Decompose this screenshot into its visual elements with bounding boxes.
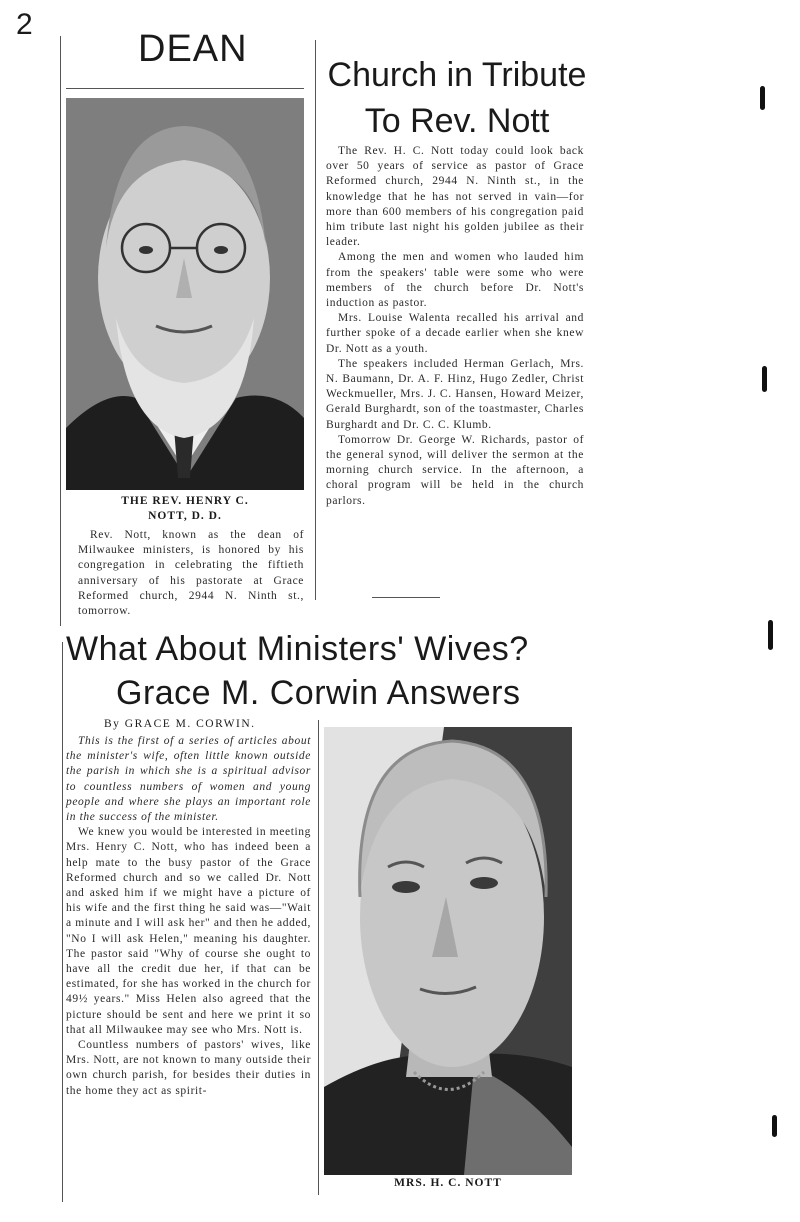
column-divider-rule-lower <box>318 720 319 1195</box>
wives-paragraph: Countless numbers of pastors' wives, like Mrs. Nott, are not known to many outside their own church parish, for besides their duties in the home they act as spirit- <box>66 1039 311 1097</box>
wives-intro-paragraph: This is the first of a series of articles about the minister's wife, often little known outside the parish in which she is a spiritual advisor to countless numbers of women and young people and where she plays an important role in the success of the minister. <box>66 735 311 824</box>
tribute-paragraph: Among the men and women who lauded him from the speakers' table were some who were members of the church before Dr. Nott's induction as pastor. <box>326 251 584 310</box>
rev-nott-caption <box>66 494 304 524</box>
left-margin-rule-lower <box>62 642 63 1202</box>
dean-header-rule <box>66 88 304 89</box>
wives-headline: What About Ministers' Wives? <box>66 630 529 668</box>
dean-body-paragraph: Rev. Nott, known as the dean of Milwaukee ministers, is honored by his congregation in celebrating the fiftieth anniversary of his pastorate at Grace Reformed church, 2944 N. Ninth st., tomorrow. <box>78 529 304 618</box>
mrs-nott-photo <box>324 727 572 1175</box>
tribute-headline <box>322 52 592 144</box>
wives-paragraph: We knew you would be interested in meeting Mrs. Henry C. Nott, who has indeed been a help mate to the busy pastor of the Grace Reformed church and so we called Dr. Nott and asked him if we might have a picture of his wife and the first thing he said was—"Wait a minute and I will ask her" and then he added, "No I will ask Helen," meaning his daughter. The pastor said "Why of course she ought to have all the credit due her, if that can be estimated, for she has worked in the church for 49½ years." Miss Helen also agreed that the picture should be sent and here we print it so that all Milwaukee may see who Mrs. Nott is. <box>66 826 311 1036</box>
margin-smudge <box>768 620 773 650</box>
tribute-headline-line2: To Rev. Nott <box>364 102 550 140</box>
tribute-end-rule <box>372 597 440 598</box>
wives-intro <box>66 734 311 825</box>
tribute-paragraph: Tomorrow Dr. George W. Richards, pastor of the general synod, will deliver the sermon at the morning church service. In the afternoon, a choral program will be held in the church parlors. <box>326 433 584 507</box>
dean-header: DEAN <box>138 28 248 70</box>
rev-nott-caption-line1: THE REV. HENRY C. <box>121 495 249 507</box>
tribute-paragraph: The speakers included Herman Gerlach, Mrs. N. Baumann, Dr. A. F. Hinz, Hugo Zedler, Christ Weckmueller, Mrs. J. C. Hansen, Howard Meizer, Gerald Burghardt, son of the toastmaster, Charles Burghardt and Dr. C. C. Klumb. <box>326 357 584 431</box>
margin-smudge <box>760 86 765 110</box>
tribute-paragraph: The Rev. H. C. Nott today could look back over 50 years of service as pastor of Grace Reformed church, 2944 N. Ninth st., in the knowledge that he has not served in vain—for more than 600 members of his congregation paid him tribute last night his golden jubilee as their leader. <box>326 145 584 249</box>
rev-nott-caption-line2: NOTT, D. D. <box>148 510 222 522</box>
left-margin-rule <box>60 36 61 626</box>
tribute-article <box>326 144 584 509</box>
page-number: 2 <box>16 8 33 41</box>
tribute-paragraph: Mrs. Louise Walenta recalled his arrival and further spoke of a decade earlier when she knew Dr. Nott as a youth. <box>326 312 584 355</box>
margin-smudge <box>762 366 767 392</box>
tribute-headline-line1: Church in Tribute <box>327 56 587 94</box>
dean-body <box>78 528 304 619</box>
wives-article <box>66 734 311 1099</box>
corwin-headline: Grace M. Corwin Answers <box>116 674 521 712</box>
margin-smudge <box>772 1115 777 1137</box>
rev-nott-photo <box>66 98 304 490</box>
column-divider-rule <box>315 40 316 600</box>
byline: By GRACE M. CORWIN. <box>104 718 256 730</box>
mrs-nott-caption: MRS. H. C. NOTT <box>394 1177 502 1189</box>
